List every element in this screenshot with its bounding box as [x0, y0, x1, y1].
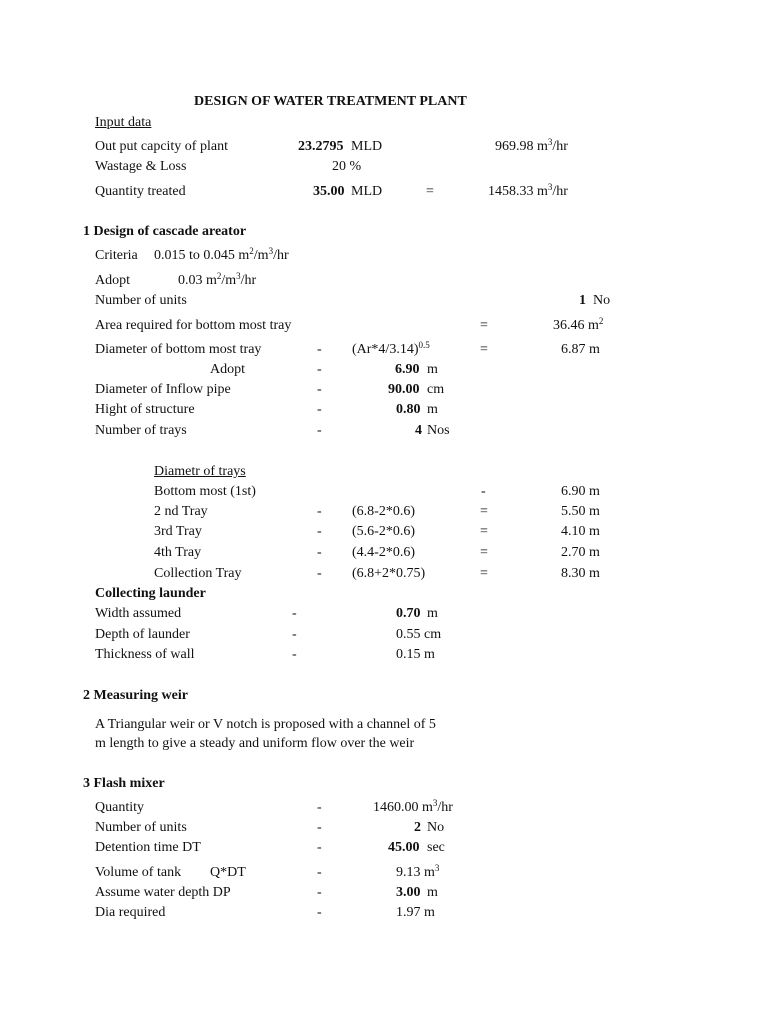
height-unit: m	[427, 402, 438, 417]
water-depth-label: Assume water depth DP	[95, 885, 231, 900]
tray-row-dash: -	[317, 524, 322, 539]
trays-value: 4	[415, 423, 422, 438]
volume-label: Volume of tank	[95, 865, 182, 880]
weir-text-line-1: A Triangular weir or V notch is proposed with a channel of 5	[95, 717, 436, 732]
dia-required-dash: -	[317, 905, 322, 920]
volume-formula: Q*DT	[210, 865, 246, 880]
quantity-eq: =	[426, 184, 434, 199]
diameter-value: 6.87 m	[561, 342, 600, 357]
tray-row-value: 4.10 m	[561, 524, 600, 539]
adopt-dia-value: 6.90	[395, 362, 420, 377]
tray-row-dash: -	[317, 504, 322, 519]
trays-dash: -	[317, 423, 322, 438]
mixer-units-dash: -	[317, 820, 322, 835]
tray-row-value: 5.50 m	[561, 504, 600, 519]
input-data-heading: Input data	[95, 115, 152, 130]
tray-row-label: 3rd Tray	[154, 524, 202, 539]
launder-width-unit: m	[427, 606, 438, 621]
tray-row-formula: (6.8+2*0.75)	[352, 566, 426, 581]
tray-row-value: 8.30 m	[561, 566, 600, 581]
tray-row-eq: =	[480, 524, 488, 539]
area-eq: =	[480, 318, 488, 333]
diameter-eq: =	[480, 342, 488, 357]
mixer-quantity-label: Quantity	[95, 800, 144, 815]
height-label: Hight of structure	[95, 402, 195, 417]
volume-dash: -	[317, 865, 322, 880]
tray-row-label: Collection Tray	[154, 566, 242, 581]
output-flow: 969.98 $m^3/hr$	[495, 137, 568, 154]
detention-label: Detention time DT	[95, 840, 201, 855]
area-label: Area required for bottom most tray	[95, 318, 292, 333]
tray-row-formula: (4.4-2*0.6)	[352, 545, 415, 560]
tray-row-formula: (6.8-2*0.6)	[352, 504, 415, 519]
mixer-units-value: 2	[414, 820, 421, 835]
inflow-value: 90.00	[388, 382, 420, 397]
output-capacity-value: 23.2795	[298, 139, 344, 154]
section-3-heading: 3 Flash mixer	[83, 776, 165, 791]
volume-value: 9.13 $m^3$	[396, 863, 440, 880]
tray-row-eq: =	[480, 504, 488, 519]
quantity-label: Quantity treated	[95, 184, 186, 199]
launder-width-dash: -	[292, 606, 297, 621]
tray-row-eq: =	[480, 566, 488, 581]
weir-text-line-2: m length to give a steady and uniform flow over the weir	[95, 736, 415, 751]
quantity-value: 35.00	[313, 184, 345, 199]
units-unit: No	[593, 293, 611, 308]
tray-row-label: 2 nd Tray	[154, 504, 208, 519]
launder-wall-dash: -	[292, 647, 297, 662]
diameter-formula: $(Ar*4/3.14)^{0.5}$	[352, 340, 430, 357]
trays-unit: Nos	[427, 423, 450, 438]
detention-value: 45.00	[388, 840, 420, 855]
output-capacity-unit: MLD	[351, 139, 383, 154]
tray-row-label: 4th Tray	[154, 545, 202, 560]
wastage-label: Wastage & Loss	[95, 159, 187, 174]
quantity-unit: MLD	[351, 184, 383, 199]
units-value: 1	[579, 293, 586, 308]
inflow-label: Diameter of Inflow pipe	[95, 382, 231, 397]
tray-row-value: 2.70 m	[561, 545, 600, 560]
launder-width-label: Width assumed	[95, 606, 182, 621]
section-1-heading: 1 Design of cascade areator	[83, 224, 247, 239]
adopt-dia-dash: -	[317, 362, 322, 377]
launder-wall-value: 0.15 m	[396, 647, 435, 662]
adopt-dia-label: Adopt	[210, 362, 245, 377]
detention-dash: -	[317, 840, 322, 855]
adopt-dia-unit: m	[427, 362, 438, 377]
mixer-units-label: Number of units	[95, 820, 187, 835]
criteria-label: Criteria	[95, 248, 138, 263]
height-value: 0.80	[396, 402, 421, 417]
inflow-dash: -	[317, 382, 322, 397]
launder-depth-label: Depth of launder	[95, 627, 190, 642]
tray-row-formula: (5.6-2*0.6)	[352, 524, 415, 539]
area-value: 36.46 $m^2$	[553, 316, 604, 333]
output-capacity-label: Out put capcity of plant	[95, 139, 228, 154]
launder-width-value: 0.70	[396, 606, 421, 621]
tray-row-label: Bottom most (1st)	[154, 484, 256, 499]
section-2-heading: 2 Measuring weir	[83, 688, 188, 703]
water-depth-unit: m	[427, 885, 438, 900]
launder-heading: Collecting launder	[95, 586, 206, 601]
inflow-unit: cm	[427, 382, 445, 397]
height-dash: -	[317, 402, 322, 417]
launder-depth-value: 0.55 cm	[396, 627, 442, 642]
quantity-flow: 1458.33 $m^3/hr$	[488, 182, 568, 199]
mixer-quantity-dash: -	[317, 800, 322, 815]
tray-row-eq: =	[480, 545, 488, 560]
adopt-label: Adopt	[95, 273, 130, 288]
dia-required-value: 1.97 m	[396, 905, 435, 920]
tray-row-eq: -	[481, 484, 486, 499]
mixer-units-unit: No	[427, 820, 445, 835]
launder-depth-dash: -	[292, 627, 297, 642]
units-label: Number of units	[95, 293, 187, 308]
tray-row-dash: -	[317, 566, 322, 581]
trays-label: Number of trays	[95, 423, 187, 438]
diameter-dash: -	[317, 342, 322, 357]
tray-diameters-heading: Diametr of trays	[154, 464, 246, 479]
criteria-value: 0.015 to 0.045 $m^2/m^3/hr$	[154, 246, 289, 263]
mixer-quantity-value: 1460.00 $m^3/hr$	[373, 798, 453, 815]
wastage-value: 20 %	[332, 159, 362, 174]
detention-unit: sec	[427, 840, 445, 855]
tray-row-dash: -	[317, 545, 322, 560]
launder-wall-label: Thickness of wall	[95, 647, 195, 662]
adopt-value: 0.03 $m^2/m^3/hr$	[178, 271, 257, 288]
tray-row-value: 6.90 m	[561, 484, 600, 499]
diameter-label: Diameter of bottom most tray	[95, 342, 262, 357]
water-depth-dash: -	[317, 885, 322, 900]
page-title: DESIGN OF WATER TREATMENT PLANT	[194, 94, 467, 109]
dia-required-label: Dia required	[95, 905, 166, 920]
water-depth-value: 3.00	[396, 885, 421, 900]
